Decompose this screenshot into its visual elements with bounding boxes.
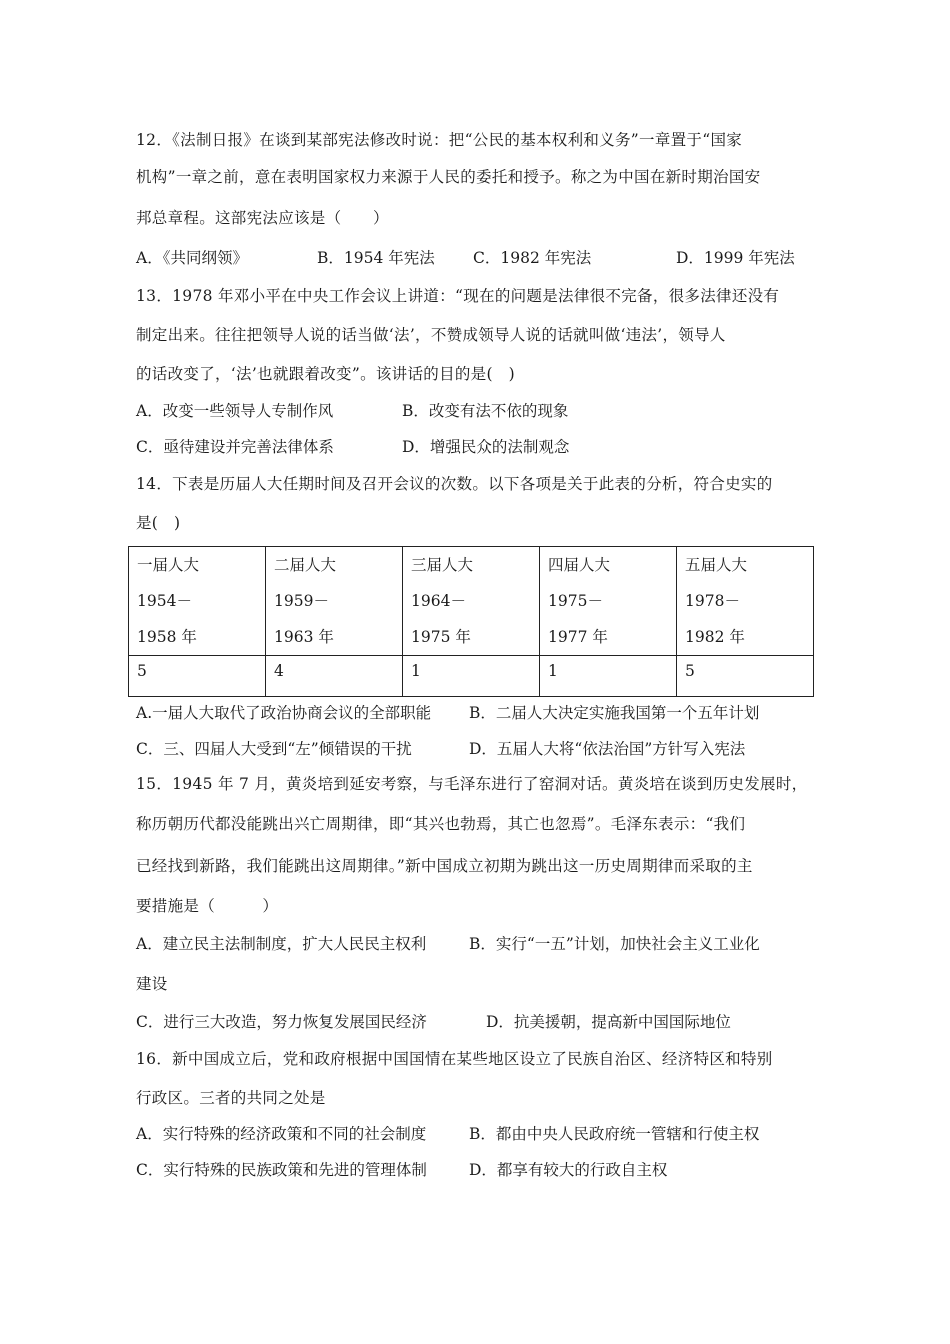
table-cell <box>677 547 814 656</box>
q15-option-d[interactable]: D．抗美援朝，提高新中国国际地位 <box>486 1013 731 1031</box>
term-end: 1982 年 <box>685 628 745 646</box>
q16-option-b[interactable]: B．都由中央人民政府统一管辖和行使主权 <box>469 1125 760 1143</box>
q16-stem-line-2: 行政区。三者的共同之处是 <box>136 1089 326 1107</box>
meeting-count: 4 <box>274 662 284 680</box>
term-end: 1963 年 <box>274 628 334 646</box>
meeting-count: 1 <box>548 662 558 680</box>
term-end: 1977 年 <box>548 628 608 646</box>
term-name: 三届人大 <box>411 556 474 574</box>
table-cell <box>266 656 403 697</box>
npc-term-table <box>128 546 814 697</box>
q13-option-b[interactable]: B．改变有法不依的现象 <box>402 402 569 420</box>
q14-option-a[interactable]: A.一届人大取代了政治协商会议的全部职能 <box>136 704 432 722</box>
table-cell <box>540 547 677 656</box>
table-row-terms <box>129 547 814 656</box>
q12-option-c[interactable]: C．1982 年宪法 <box>473 249 592 267</box>
term-start: 1975－ <box>548 592 603 610</box>
q15-stem-line-3: 已经找到新路，我们能跳出这周期律。”新中国成立初期为跳出这一历史周期律而采取的主 <box>136 857 753 875</box>
q15-stem-line-1: 15．1945 年 7 月，黄炎培到延安考察，与毛泽东进行了窑洞对话。黄炎培在谈到历史发展时， <box>136 775 808 793</box>
term-end: 1958 年 <box>137 628 197 646</box>
q13-stem-line-2: 制定出来。往往把领导人说的话当做‘法’，不赞成领导人说的话就叫做‘违法’，领导人 <box>136 326 726 344</box>
q16-option-c[interactable]: C．实行特殊的民族政策和先进的管理体制 <box>136 1161 427 1179</box>
q15-stem-line-4: 要措施是（ ） <box>136 897 279 915</box>
q12-stem-line-3: 邦总章程。这部宪法应该是（ ） <box>136 209 389 227</box>
q13-option-c[interactable]: C．亟待建设并完善法律体系 <box>136 438 334 456</box>
q12-stem-line-2: 机构”一章之前，意在表明国家权力来源于人民的委托和授予。称之为中国在新时期治国安 <box>136 168 761 186</box>
term-name: 二届人大 <box>274 556 337 574</box>
term-start: 1978－ <box>685 592 740 610</box>
q13-stem-line-1: 13．1978 年邓小平在中央工作会议上讲道：“现在的问题是法律很不完备，很多法律还没有 <box>136 287 780 305</box>
term-end: 1975 年 <box>411 628 471 646</box>
table-cell <box>266 547 403 656</box>
table-cell <box>403 547 540 656</box>
q15-option-a[interactable]: A．建立民主法制制度，扩大人民民主权利 <box>136 935 427 953</box>
q15-option-c[interactable]: C．进行三大改造，努力恢复发展国民经济 <box>136 1013 427 1031</box>
term-start: 1964－ <box>411 592 466 610</box>
q13-option-d[interactable]: D．增强民众的法制观念 <box>402 438 570 456</box>
table-cell <box>129 547 266 656</box>
table-cell <box>129 656 266 697</box>
q12-option-d[interactable]: D．1999 年宪法 <box>676 249 795 267</box>
term-start: 1954－ <box>137 592 192 610</box>
q14-option-d[interactable]: D．五届人大将“依法治国”方针写入宪法 <box>469 740 746 758</box>
q16-option-a[interactable]: A．实行特殊的经济政策和不同的社会制度 <box>136 1125 427 1143</box>
table-cell <box>677 656 814 697</box>
term-name: 五届人大 <box>685 556 748 574</box>
q15-option-b[interactable]: B．实行“一五”计划，加快社会主义工业化 <box>469 935 760 953</box>
q14-stem-line-1: 14．下表是历届人大任期时间及召开会议的次数。以下各项是关于此表的分析，符合史实的 <box>136 475 773 493</box>
q12-stem-line-1: 12．《法制日报》在谈到某部宪法修改时说：把“公民的基本权利和义务”一章置于“国家 <box>136 131 743 149</box>
term-start: 1959－ <box>274 592 329 610</box>
q16-stem-line-1: 16．新中国成立后，党和政府根据中国国情在某些地区设立了民族自治区、经济特区和特别 <box>136 1050 773 1068</box>
term-name: 一届人大 <box>137 556 200 574</box>
q13-stem-line-3: 的话改变了，‘法’也就跟着改变”。该讲话的目的是( ) <box>136 365 515 383</box>
q13-option-a[interactable]: A．改变一些领导人专制作风 <box>136 402 334 420</box>
term-name: 四届人大 <box>548 556 611 574</box>
q14-option-c[interactable]: C．三、四届人大受到“左”倾错误的干扰 <box>136 740 412 758</box>
meeting-count: 5 <box>137 662 147 680</box>
q12-option-b[interactable]: B．1954 年宪法 <box>317 249 435 267</box>
table-cell <box>403 656 540 697</box>
q12-option-a[interactable]: A．《共同纲领》 <box>136 249 248 267</box>
q15-stem-line-2: 称历朝历代都没能跳出兴亡周期律，即“其兴也勃焉，其亡也忽焉”。毛泽东表示：“我们 <box>136 815 746 833</box>
q16-option-d[interactable]: D．都享有较大的行政自主权 <box>469 1161 668 1179</box>
q14-stem-line-2: 是( ) <box>136 514 181 532</box>
table-cell <box>540 656 677 697</box>
meeting-count: 5 <box>685 662 695 680</box>
table-row-counts <box>129 656 814 697</box>
q15-option-b-continued: 建设 <box>136 975 168 993</box>
meeting-count: 1 <box>411 662 421 680</box>
q14-option-b[interactable]: B．二届人大决定实施我国第一个五年计划 <box>469 704 760 722</box>
